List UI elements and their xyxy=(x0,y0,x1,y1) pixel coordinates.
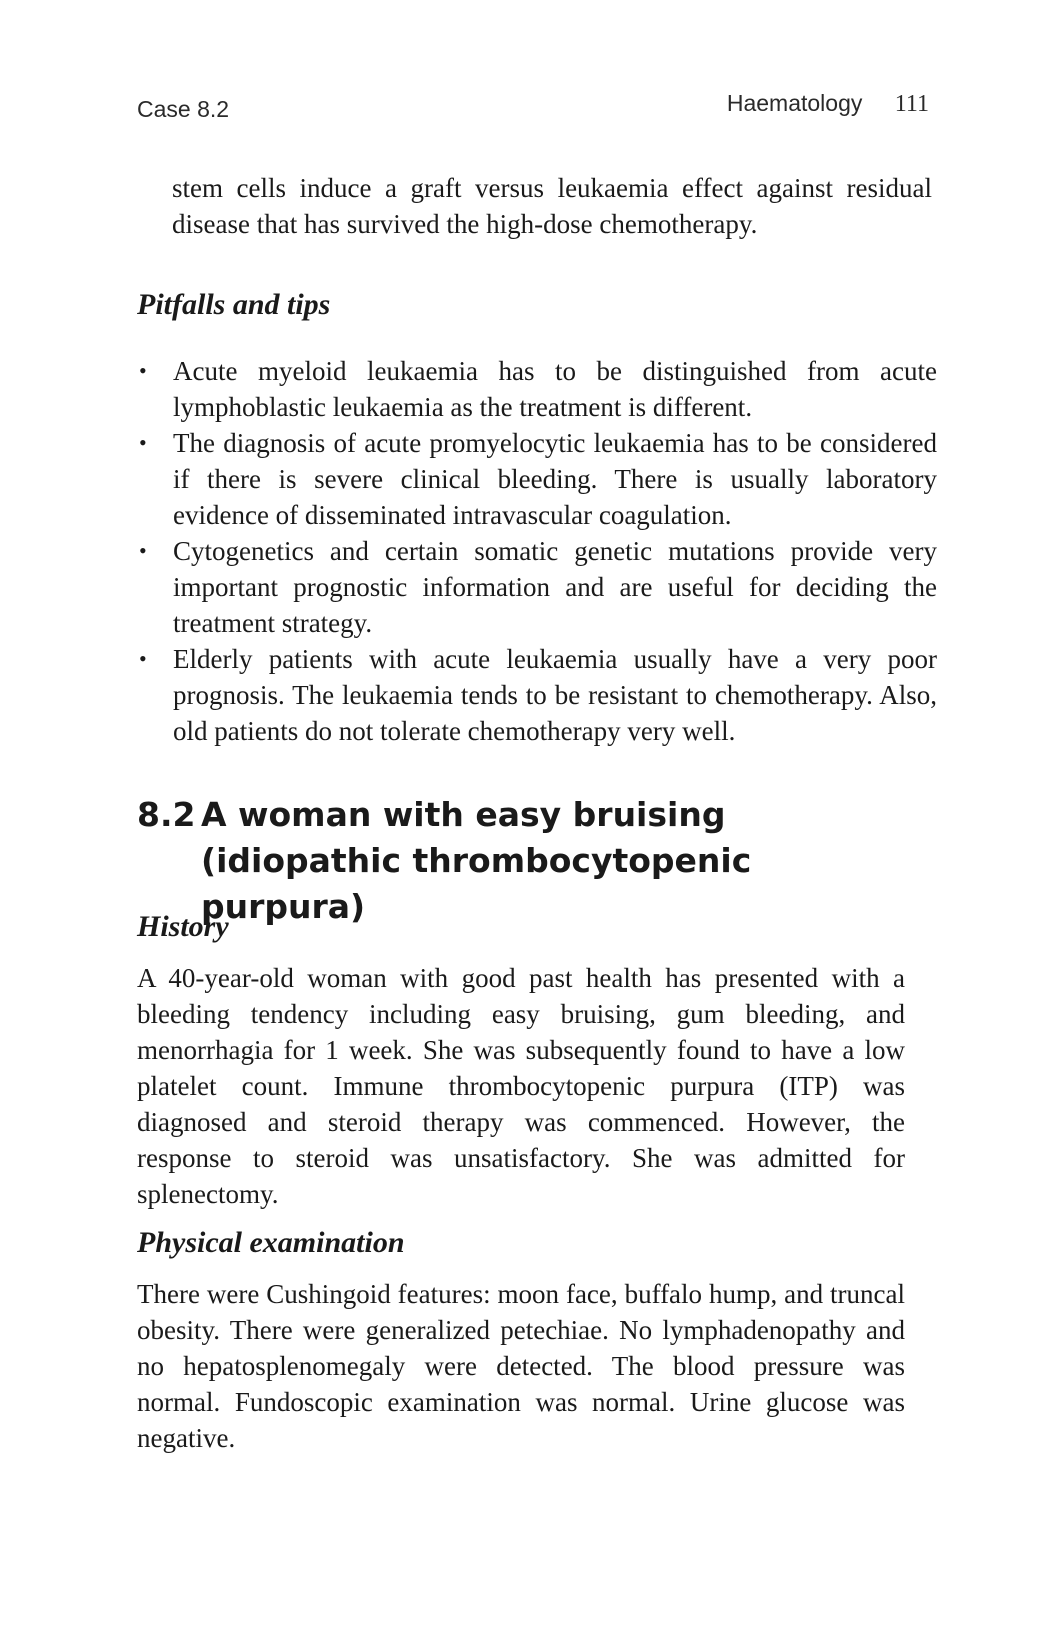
list-item-text: Acute myeloid leukaemia has to be distinguished from acute lymphoblastic leukaemia as the treatment is different. xyxy=(173,356,937,422)
history-paragraph xyxy=(137,960,905,1212)
bullet-icon: • xyxy=(139,538,147,563)
list-item xyxy=(137,353,937,425)
case-label: Case 8.2 xyxy=(137,96,230,122)
continued-paragraph xyxy=(172,170,932,242)
list-item-text: Cytogenetics and certain somatic genetic mutations provide very important prognostic information and are useful for deciding the treatment strategy. xyxy=(173,536,937,638)
list-item xyxy=(137,533,937,641)
list-item-text: Elderly patients with acute leukaemia usually have a very poor prognosis. The leukaemia tends to be resistant to chemotherapy. Also, old patients do not tolerate chemotherapy very well. xyxy=(173,644,937,746)
physical-examination-text: There were Cushingoid features: moon face, buffalo hump, and truncal obesity. There were generalized petechiae. No lymphadenopathy and no hepatosplenomegaly were detected. The blood pressure was normal. Fundoscopic examination was normal. Urine glucose was negative. xyxy=(137,1279,905,1453)
list-item xyxy=(137,641,937,749)
pitfalls-list xyxy=(137,353,937,749)
section-label: Haematology xyxy=(726,90,863,116)
bullet-icon: • xyxy=(139,646,147,671)
list-item-text: The diagnosis of acute promyelocytic leukaemia has to be considered if there is severe clinical bleeding. There is usually laboratory evidence of disseminated intravascular coagulation. xyxy=(173,428,937,530)
bullet-icon: • xyxy=(139,430,147,455)
page-number: 111 xyxy=(894,91,929,117)
list-item xyxy=(137,425,937,533)
physical-examination-heading: Physical examination xyxy=(137,1226,405,1259)
bullet-icon: • xyxy=(139,358,147,383)
running-head-right xyxy=(727,90,929,118)
case-section-title-text: A woman with easy bruising (idiopathic thrombocytopenic purpura) xyxy=(201,795,752,926)
history-heading: History xyxy=(137,910,229,943)
continued-paragraph-text: stem cells induce a graft versus leukaemia effect against residual disease that has survived the high-dose chemotherapy. xyxy=(172,173,932,239)
pitfalls-heading: Pitfalls and tips xyxy=(137,288,331,321)
case-section-number: 8.2 xyxy=(137,795,196,834)
case-section-title xyxy=(137,792,917,930)
history-text: A 40-year-old woman with good past health has presented with a bleeding tendency including easy bruising, gum bleeding, and menorrhagia for 1 week. She was subsequently found to have a low platelet count. Immune thrombocytopenic purpura (ITP) was diagnosed and steroid therapy was commenced. However, the response to steroid was unsatisfactory. She was admitted for splenectomy. xyxy=(137,963,905,1209)
physical-examination-paragraph xyxy=(137,1276,905,1456)
running-head xyxy=(137,88,929,128)
